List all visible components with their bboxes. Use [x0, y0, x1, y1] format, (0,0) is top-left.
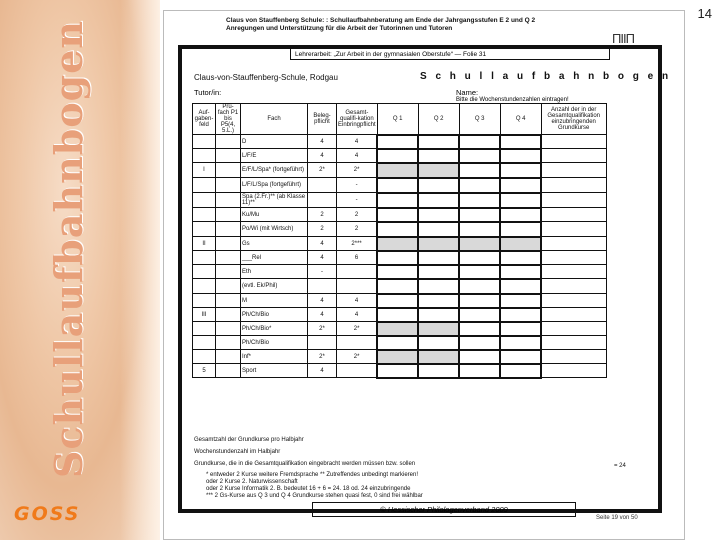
table-cell[interactable]	[459, 208, 500, 222]
table-row	[193, 336, 607, 350]
table-cell[interactable]	[459, 322, 500, 336]
table-cell: 4	[308, 308, 337, 322]
table-cell	[193, 149, 216, 163]
table-cell: 4	[337, 149, 378, 163]
table-cell	[216, 251, 241, 265]
table-cell: Eth	[241, 265, 308, 279]
page-number: 14	[697, 6, 712, 21]
table-cell[interactable]	[459, 178, 500, 193]
table-cell[interactable]	[377, 222, 418, 237]
table-cell: L/F/L/Spa (fortgeführt)	[241, 178, 308, 193]
table-cell	[541, 265, 606, 279]
table-cell[interactable]	[418, 336, 459, 350]
table-cell	[216, 322, 241, 336]
table-cell[interactable]	[377, 178, 418, 193]
table-cell	[308, 193, 337, 208]
table-cell[interactable]	[459, 222, 500, 237]
school-name: Claus-von-Stauffenberg-Schule, Rodgau	[194, 73, 338, 82]
table-cell: Ph/Ch/Bio	[241, 336, 308, 350]
table-cell: 2*	[308, 163, 337, 178]
table-cell	[216, 149, 241, 163]
table-cell: D	[241, 135, 308, 149]
table-cell[interactable]	[500, 279, 541, 294]
table-cell[interactable]	[459, 251, 500, 265]
footnote-3: oder 2 Kurse Informatik 2. B. bedeutet 16 + 6 = 24. 18 od. 24 einzubringende	[206, 486, 411, 492]
table-cell: 4	[308, 149, 337, 163]
table-cell[interactable]	[377, 279, 418, 294]
table-cell[interactable]	[500, 265, 541, 279]
table-cell	[216, 336, 241, 350]
table-cell	[541, 279, 606, 294]
table-cell: 2	[308, 208, 337, 222]
table-cell[interactable]	[418, 149, 459, 163]
table-cell: 2*	[337, 163, 378, 178]
table-cell	[541, 364, 606, 378]
table-cell: 4	[308, 237, 337, 251]
table-cell[interactable]	[418, 222, 459, 237]
goss-logo: GOSS	[14, 503, 81, 525]
table-cell	[193, 251, 216, 265]
table-cell[interactable]	[459, 163, 500, 178]
table-cell	[193, 350, 216, 364]
table-cell[interactable]	[459, 350, 500, 364]
header-line-2: Anregungen und Unterstützung für die Arbeit der Tutorinnen und Tutoren	[226, 25, 453, 32]
header-box: Lehrerarbeit: „Zur Arbeit in der gymnasialen Oberstufe“ — Folie 31	[290, 48, 610, 60]
table-row	[193, 237, 607, 251]
table-cell[interactable]	[377, 350, 418, 364]
table-cell[interactable]	[500, 294, 541, 308]
table-cell	[541, 308, 606, 322]
table-cell[interactable]	[418, 178, 459, 193]
table-cell	[216, 208, 241, 222]
table-row	[193, 265, 607, 279]
table-cell[interactable]	[500, 322, 541, 336]
table-cell: 4	[308, 294, 337, 308]
table-cell[interactable]	[377, 336, 418, 350]
table-cell[interactable]	[459, 364, 500, 378]
table-cell: 4	[308, 364, 337, 378]
table-cell[interactable]	[500, 222, 541, 237]
table-cell[interactable]	[459, 265, 500, 279]
table-row	[193, 294, 607, 308]
table-cell[interactable]	[377, 208, 418, 222]
tutor-label: Tutor/in:	[194, 88, 222, 97]
table-cell: 2***	[337, 237, 378, 251]
col-header: Auf-gaben-feld	[193, 104, 216, 135]
table-cell[interactable]	[500, 163, 541, 178]
table-cell[interactable]	[500, 237, 541, 251]
table-cell	[541, 237, 606, 251]
table-cell	[541, 193, 606, 208]
table-cell[interactable]	[500, 193, 541, 208]
table-cell[interactable]	[418, 294, 459, 308]
col-header: Q 4	[500, 104, 541, 135]
table-cell	[308, 279, 337, 294]
table-cell[interactable]	[500, 135, 541, 149]
table-cell[interactable]	[418, 208, 459, 222]
table-cell: 4	[308, 251, 337, 265]
table-cell[interactable]	[418, 193, 459, 208]
table-cell: 2*	[308, 350, 337, 364]
table-cell	[216, 350, 241, 364]
table-cell	[337, 265, 378, 279]
table-cell: 4	[337, 308, 378, 322]
stamp: ΠΙΙΠ	[612, 31, 634, 46]
table-cell[interactable]	[418, 308, 459, 322]
table-cell	[308, 178, 337, 193]
header-line-1: Claus von Stauffenberg Schule: : Schullaufbahnberatung am Ende der Jahrgangsstufen E 2 und Q 2	[226, 17, 536, 24]
table-cell[interactable]	[500, 178, 541, 193]
course-table	[192, 103, 607, 379]
table-cell: M	[241, 294, 308, 308]
table-cell	[193, 135, 216, 149]
table-cell[interactable]	[377, 237, 418, 251]
table-cell: 2	[308, 222, 337, 237]
table-cell	[541, 149, 606, 163]
table-cell	[541, 336, 606, 350]
table-cell[interactable]	[377, 322, 418, 336]
scanned-document	[163, 10, 685, 540]
table-cell	[541, 251, 606, 265]
table-cell: ___Rel	[241, 251, 308, 265]
table-row	[193, 163, 607, 178]
doc-header	[226, 17, 535, 33]
table-cell: 5	[193, 364, 216, 378]
table-cell: 6	[337, 251, 378, 265]
total: = 24	[614, 463, 626, 469]
table-cell	[541, 294, 606, 308]
footnote-4: *** 2 Gs-Kurse aus Q 3 und Q 4 Grundkurse stehen quasi fest, 0 sind frei wählbar	[206, 493, 423, 499]
table-cell[interactable]	[377, 251, 418, 265]
table-row	[193, 135, 607, 149]
table-cell	[541, 222, 606, 237]
table-cell: 2	[337, 208, 378, 222]
col-header: Gesamt-qualifi-kation Einbringpflicht	[337, 104, 378, 135]
table-cell	[193, 294, 216, 308]
table-cell	[216, 193, 241, 208]
table-cell	[216, 294, 241, 308]
table-row	[193, 149, 607, 163]
table-row	[193, 193, 607, 208]
col-header: Beleg-pflicht	[308, 104, 337, 135]
table-cell	[193, 322, 216, 336]
table-cell: 4	[337, 294, 378, 308]
hint-text: Bitte die Wochenstundenzahlen eintragen!	[456, 97, 569, 103]
table-cell	[216, 308, 241, 322]
table-cell	[193, 279, 216, 294]
table-cell[interactable]	[500, 149, 541, 163]
table-cell[interactable]	[459, 308, 500, 322]
table-cell[interactable]	[500, 251, 541, 265]
table-cell[interactable]	[377, 364, 418, 378]
table-cell	[337, 279, 378, 294]
table-cell[interactable]	[418, 135, 459, 149]
table-cell[interactable]	[459, 135, 500, 149]
table-cell[interactable]	[418, 237, 459, 251]
table-cell	[193, 193, 216, 208]
table-cell	[216, 237, 241, 251]
table-row	[193, 251, 607, 265]
table-cell	[216, 364, 241, 378]
vertical-title: Schullaufbahnbogen	[46, 19, 91, 478]
table-cell	[337, 336, 378, 350]
table-cell	[193, 336, 216, 350]
table-cell	[541, 178, 606, 193]
table-cell[interactable]	[377, 294, 418, 308]
table-cell[interactable]	[459, 237, 500, 251]
table-cell[interactable]	[418, 279, 459, 294]
table-row	[193, 350, 607, 364]
table-row	[193, 178, 607, 193]
col-header: Prü-fach P1 bis P5(4, 5.L.)	[216, 104, 241, 135]
table-cell[interactable]	[418, 364, 459, 378]
name-label: Name:	[456, 88, 479, 97]
table-cell	[193, 178, 216, 193]
header-row	[193, 104, 607, 135]
table-cell: 4	[308, 135, 337, 149]
table-row	[193, 279, 607, 294]
table-cell: Ph/Ch/Bio*	[241, 322, 308, 336]
table-cell	[541, 208, 606, 222]
table-cell	[193, 265, 216, 279]
footnote-1: * entweder 2 Kurse weitere Fremdsprache ** Zutreffendes unbedingt markieren!	[206, 472, 419, 478]
table-cell: 4	[337, 135, 378, 149]
table-cell[interactable]	[377, 308, 418, 322]
table-cell: Inf*	[241, 350, 308, 364]
table-cell[interactable]	[418, 350, 459, 364]
table-cell[interactable]	[418, 322, 459, 336]
table-cell: II	[193, 237, 216, 251]
table-cell[interactable]	[459, 294, 500, 308]
table-cell	[216, 178, 241, 193]
table-cell[interactable]	[418, 265, 459, 279]
table-cell[interactable]	[377, 135, 418, 149]
table-cell[interactable]	[500, 364, 541, 378]
table-cell: (evtl. Ek/Phil)	[241, 279, 308, 294]
table-cell[interactable]	[500, 308, 541, 322]
table-cell	[216, 163, 241, 178]
col-header: Anzahl der in der Gesamtqualifikation einzubringenden Grundkurse	[541, 104, 606, 135]
col-header: Q 1	[377, 104, 418, 135]
table-row	[193, 208, 607, 222]
table-cell[interactable]	[377, 163, 418, 178]
table-cell[interactable]	[418, 163, 459, 178]
col-header: Q 3	[459, 104, 500, 135]
table-cell: Sport	[241, 364, 308, 378]
table-cell: L/F/E	[241, 149, 308, 163]
sum-gk-label: Gesamtzahl der Grundkurse pro Halbjahr	[194, 437, 304, 443]
table-cell	[193, 222, 216, 237]
table-cell	[216, 222, 241, 237]
table-row	[193, 222, 607, 237]
table-cell: I	[193, 163, 216, 178]
table-cell	[216, 279, 241, 294]
table-cell[interactable]	[377, 149, 418, 163]
col-header: Q 2	[418, 104, 459, 135]
table-cell: 2	[337, 222, 378, 237]
page-ref: Seite 19 von 50	[596, 515, 638, 521]
table-cell: Spa (2.Fr.)** (ab Klasse 11)**	[241, 193, 308, 208]
table-cell: Ku/Mu	[241, 208, 308, 222]
table-row	[193, 364, 607, 378]
table-cell	[541, 322, 606, 336]
table-cell: E/F/L/Spa* (fortgeführt)	[241, 163, 308, 178]
table-cell[interactable]	[500, 336, 541, 350]
table-cell: 2*	[337, 350, 378, 364]
table-cell[interactable]	[418, 251, 459, 265]
table-cell: -	[337, 193, 378, 208]
table-cell: -	[308, 265, 337, 279]
table-cell: 2*	[308, 322, 337, 336]
table-cell	[193, 208, 216, 222]
table-cell[interactable]	[459, 336, 500, 350]
table-cell: Gs	[241, 237, 308, 251]
table-row	[193, 322, 607, 336]
table-cell	[541, 135, 606, 149]
table-cell	[541, 350, 606, 364]
gk-note: Grundkurse, die in die Gesamtqualifikation eingebracht werden müssen bzw. sollen	[194, 461, 416, 467]
table-cell: III	[193, 308, 216, 322]
table-cell	[216, 135, 241, 149]
table-cell[interactable]	[459, 193, 500, 208]
footnote-2: oder 2 Kurse 2. Naturwissenschaft	[206, 479, 298, 485]
table-cell	[308, 336, 337, 350]
table-cell[interactable]	[500, 208, 541, 222]
table-cell	[541, 163, 606, 178]
table-cell[interactable]	[459, 149, 500, 163]
table-row	[193, 308, 607, 322]
table-cell	[216, 265, 241, 279]
col-header: Fach	[241, 104, 308, 135]
table-cell[interactable]	[459, 279, 500, 294]
table-cell: 2*	[337, 322, 378, 336]
table-cell[interactable]	[500, 350, 541, 364]
table-cell: Ph/Ch/Bio	[241, 308, 308, 322]
table-cell[interactable]	[377, 265, 418, 279]
table-cell: Po/Wi (mit Wirtsch)	[241, 222, 308, 237]
table-cell: -	[337, 178, 378, 193]
sheet-title: S c h u l l a u f b a h n b o g e n	[420, 71, 672, 82]
table-cell	[337, 364, 378, 378]
table-cell[interactable]	[377, 193, 418, 208]
publisher: © Hessischer Philologenverband 2009	[312, 502, 576, 517]
sum-wst-label: Wochenstundenzahl im Halbjahr	[194, 449, 281, 455]
